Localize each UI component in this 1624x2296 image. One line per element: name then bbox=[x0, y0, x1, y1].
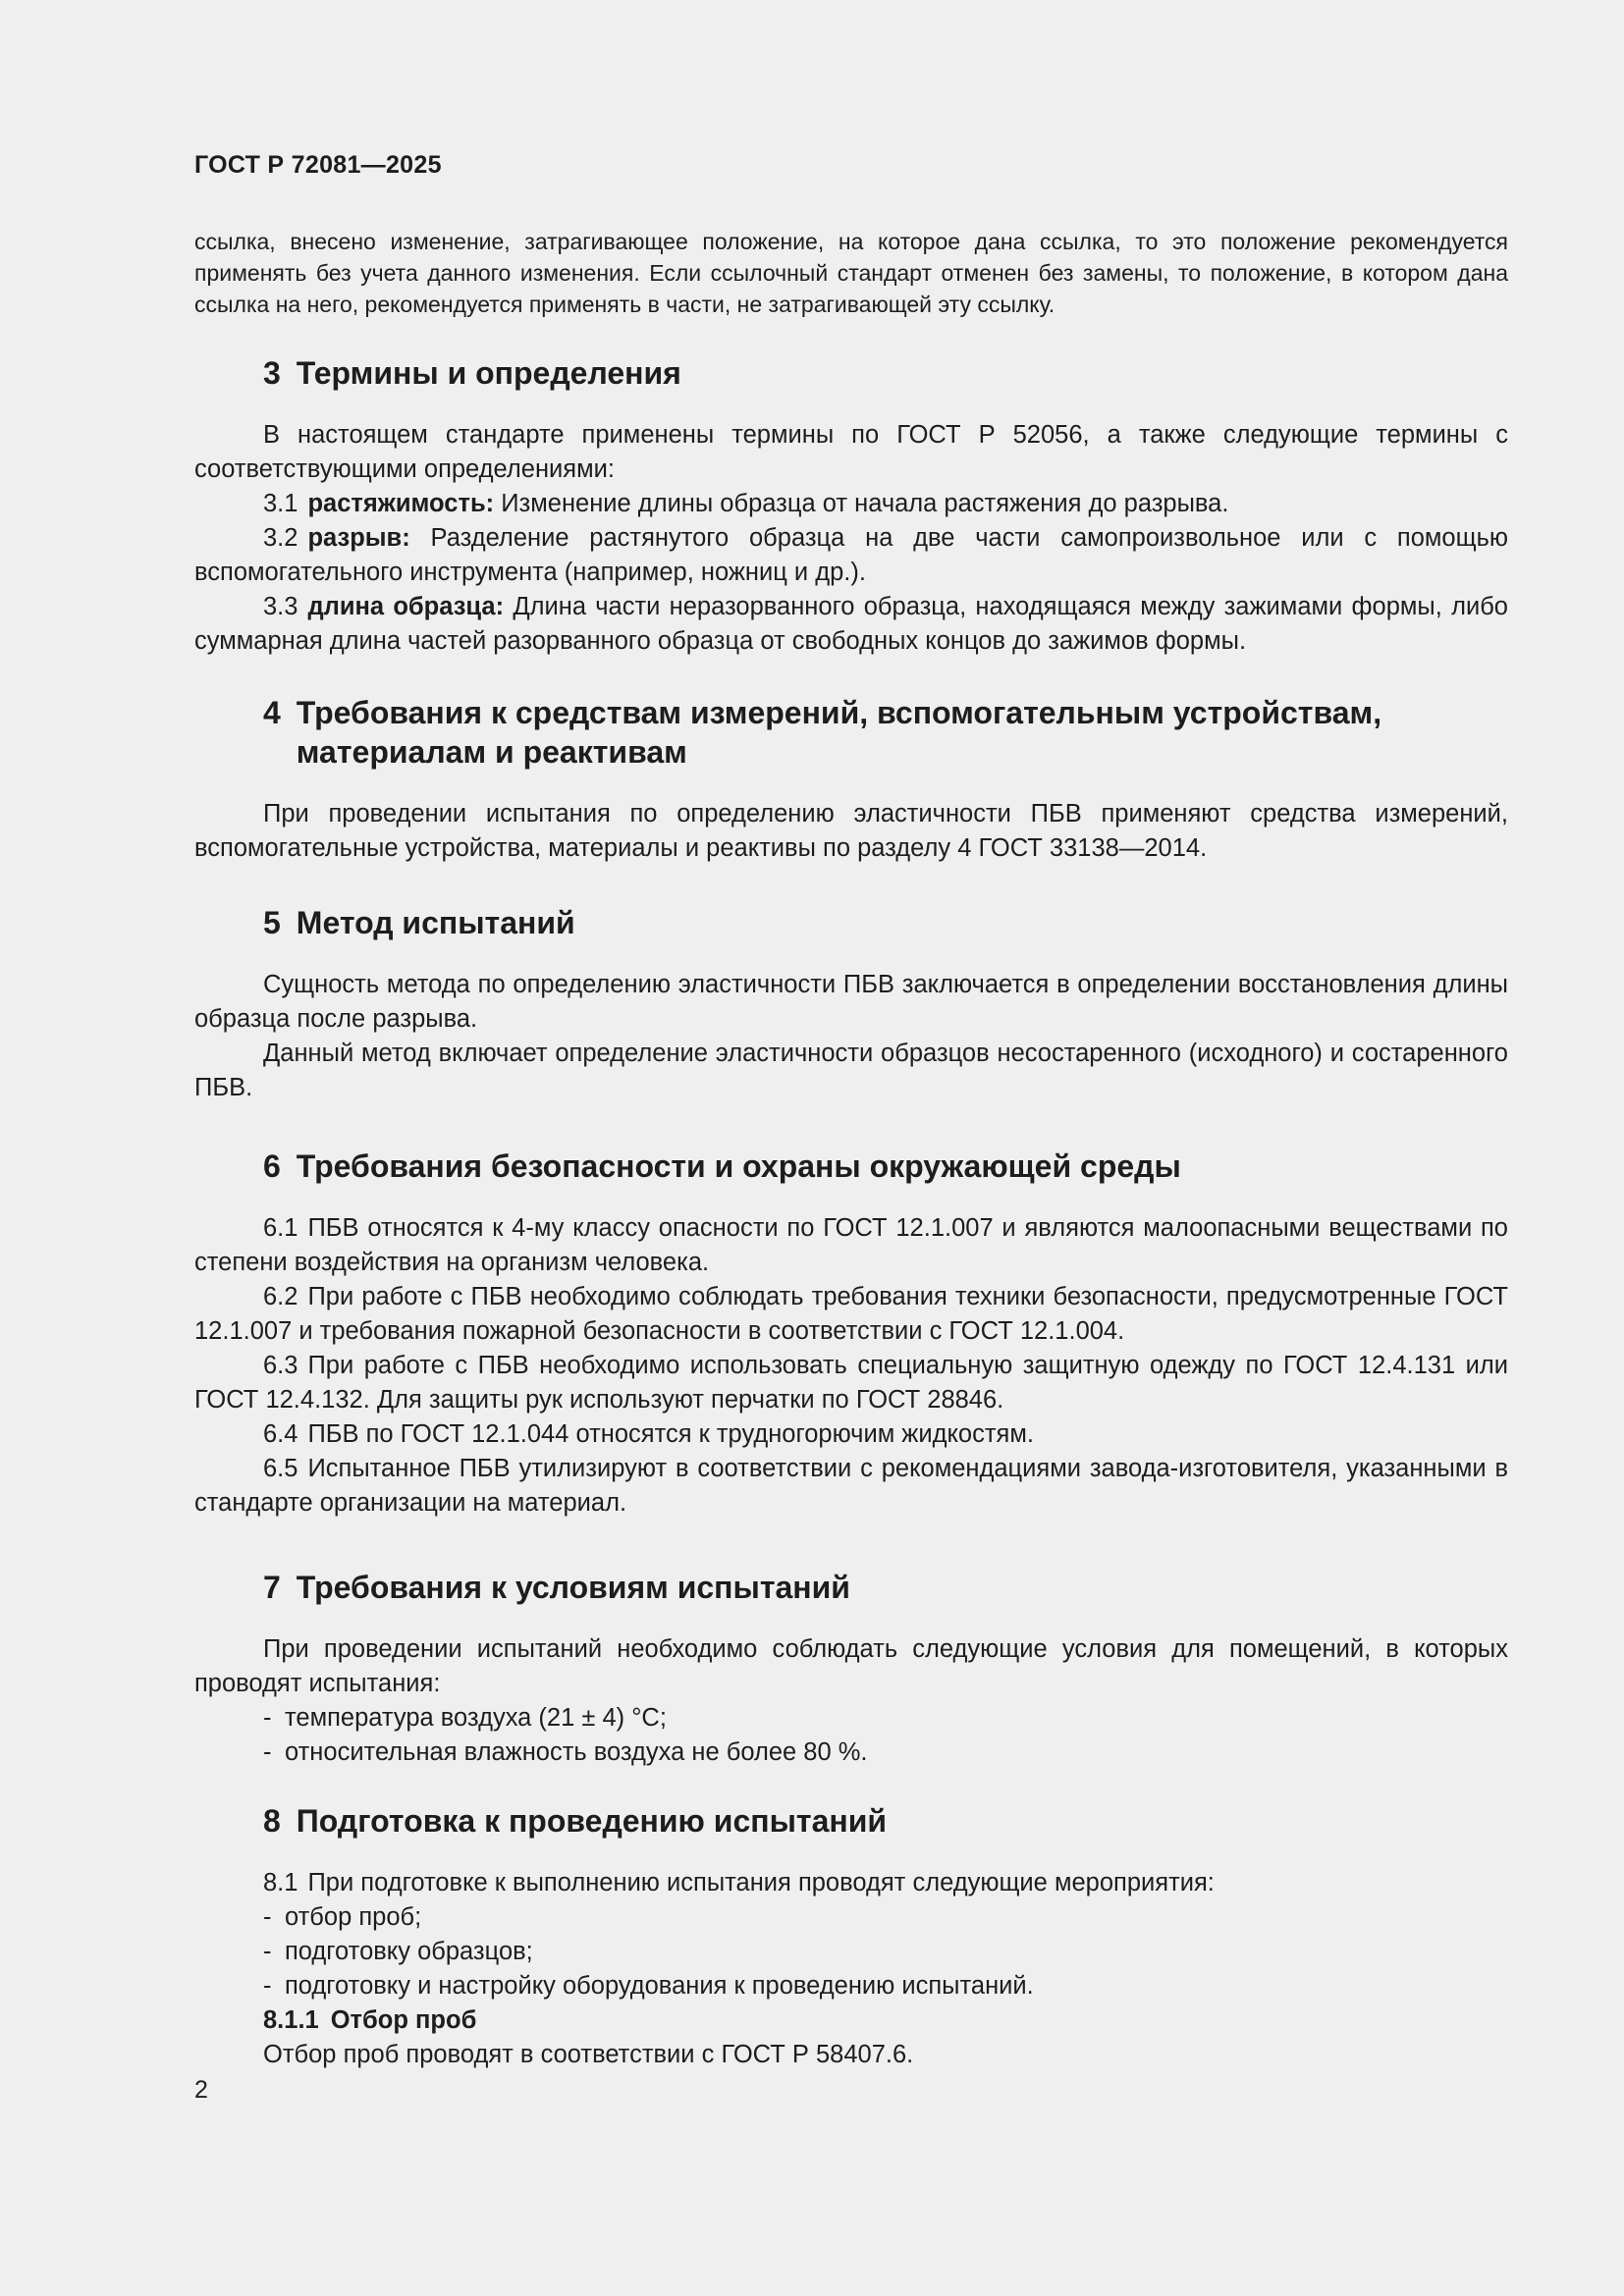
section-4-title bbox=[263, 693, 1508, 772]
section-number: 8 bbox=[263, 1803, 281, 1839]
term-definition: Разделение растянутого образца на две части самопроизвольное или с помощью вспомогательного инструмента (например, ножниц и др.). bbox=[194, 524, 1508, 586]
term-number: 3.2 bbox=[263, 524, 298, 552]
subsection-title: Отбор проб bbox=[330, 2006, 477, 2034]
section-4-body bbox=[194, 797, 1508, 866]
section-4-paragraph: При проведении испытания по определению эластичности ПБВ применяют средства измерений, вспомогательные устройства, материалы и реактивы по разделу 4 ГОСТ 33138—2014. bbox=[194, 800, 1508, 862]
section-title-text: Требования к средствам измерений, вспомогательным устройствам, материалам и реактивам bbox=[296, 695, 1382, 770]
clause-item bbox=[194, 1452, 1508, 1521]
clause-text: При работе с ПБВ необходимо соблюдать требования техники безопасности, предусмотренные ГОСТ 12.1.007 и требования пожарной безопасности в соответствии с ГОСТ 12.1.004. bbox=[194, 1283, 1508, 1345]
term-item bbox=[194, 521, 1508, 590]
clause-number: 6.3 bbox=[263, 1352, 298, 1379]
clause-item bbox=[194, 1349, 1508, 1417]
clause-number: 6.4 bbox=[263, 1420, 298, 1448]
term-item bbox=[194, 487, 1508, 521]
list-item bbox=[194, 1701, 1508, 1735]
clause-number: 6.1 bbox=[263, 1214, 298, 1242]
section-title-text: Метод испытаний bbox=[296, 905, 575, 940]
list-item-text: относительная влажность воздуха не более 80 %. bbox=[285, 1738, 868, 1766]
clause-text: При подготовке к выполнению испытания проводят следующие мероприятия: bbox=[307, 1869, 1215, 1896]
section-title-text: Термины и определения bbox=[296, 355, 681, 391]
section-number: 4 bbox=[263, 695, 281, 730]
subsection-paragraph: Отбор проб проводят в соответствии с ГОСТ Р 58407.6. bbox=[263, 2041, 914, 2068]
section-3-title bbox=[263, 353, 1508, 393]
section-7 bbox=[194, 1568, 1508, 1770]
clause-number: 8.1 bbox=[263, 1869, 298, 1896]
list-dash: - bbox=[263, 1704, 272, 1732]
list-dash: - bbox=[263, 1938, 272, 1965]
term-number: 3.1 bbox=[263, 490, 298, 517]
section-number: 7 bbox=[263, 1570, 281, 1605]
section-8-body bbox=[194, 1866, 1508, 2072]
section-number: 6 bbox=[263, 1148, 281, 1184]
section-7-body bbox=[194, 1632, 1508, 1770]
intro-paragraph: ссылка, внесено изменение, затрагивающее положение, на которое дана ссылка, то это положение рекомендуется применять без учета данного изменения. Если ссылочный стандарт отменен без замены, то положение, в котором дана ссылка на него, рекомендуется применять в части, не затрагивающей эту ссылку. bbox=[194, 229, 1508, 317]
section-number: 5 bbox=[263, 905, 281, 940]
term-definition: Длина части неразорванного образца, находящаяся между зажимами формы, либо суммарная длина частей разорванного образца от свободных концов до зажимов формы. bbox=[194, 593, 1508, 655]
section-3 bbox=[194, 353, 1508, 659]
clause-text: ПБВ относятся к 4-му классу опасности по ГОСТ 12.1.007 и являются малоопасными веществами по степени воздействия на организм человека. bbox=[194, 1214, 1508, 1276]
section-7-lead: При проведении испытаний необходимо соблюдать следующие условия для помещений, в которых проводят испытания: bbox=[194, 1635, 1508, 1697]
list-item bbox=[194, 1900, 1508, 1935]
term-name: длина образца: bbox=[307, 593, 505, 620]
list-item-text: температура воздуха (21 ± 4) °С; bbox=[285, 1704, 667, 1732]
section-7-title bbox=[263, 1568, 1508, 1607]
list-dash: - bbox=[263, 1903, 272, 1931]
page-number: 2 bbox=[194, 2076, 208, 2104]
section-title-text: Подготовка к проведению испытаний bbox=[296, 1803, 888, 1839]
document-id-header: ГОСТ Р 72081—2025 bbox=[194, 151, 442, 179]
clause-text: При работе с ПБВ необходимо использовать специальную защитную одежду по ГОСТ 12.4.131 или ГОСТ 12.4.132. Для защиты рук используют перчатки по ГОСТ 28846. bbox=[194, 1352, 1508, 1414]
section-6-title bbox=[263, 1147, 1508, 1186]
term-name: разрыв: bbox=[307, 524, 410, 552]
term-item bbox=[194, 590, 1508, 659]
section-5 bbox=[194, 903, 1508, 1105]
list-item-text: подготовку и настройку оборудования к проведению испытаний. bbox=[285, 1972, 1034, 2000]
subsection-heading bbox=[194, 2003, 1508, 2038]
clause-item bbox=[194, 1280, 1508, 1349]
term-definition: Изменение длины образца от начала растяжения до разрыва. bbox=[501, 490, 1229, 517]
clause-number: 6.2 bbox=[263, 1283, 298, 1310]
section-4 bbox=[194, 693, 1508, 866]
section-title-text: Требования безопасности и охраны окружающей среды bbox=[296, 1148, 1181, 1184]
list-item bbox=[194, 1969, 1508, 2003]
section-3-lead: В настоящем стандарте применены термины по ГОСТ Р 52056, а также следующие термины с соответствующими определениями: bbox=[194, 421, 1508, 483]
clause-text: Испытанное ПБВ утилизируют в соответствии с рекомендациями завода-изготовителя, указанными в стандарте организации на материал. bbox=[194, 1455, 1508, 1517]
clause-item bbox=[194, 1211, 1508, 1280]
section-6 bbox=[194, 1147, 1508, 1521]
section-8 bbox=[194, 1801, 1508, 2072]
clause-item bbox=[194, 1866, 1508, 1900]
section-title-text: Требования к условиям испытаний bbox=[296, 1570, 850, 1605]
clause-text: ПБВ по ГОСТ 12.1.044 относятся к трудногорючим жидкостям. bbox=[307, 1420, 1034, 1448]
list-item-text: подготовку образцов; bbox=[285, 1938, 533, 1965]
section-5-body bbox=[194, 968, 1508, 1105]
term-name: растяжимость: bbox=[307, 490, 495, 517]
list-item-text: отбор проб; bbox=[285, 1903, 422, 1931]
list-dash: - bbox=[263, 1972, 272, 2000]
section-8-title bbox=[263, 1801, 1508, 1841]
clause-number: 6.5 bbox=[263, 1455, 298, 1482]
list-item bbox=[194, 1735, 1508, 1770]
section-6-body bbox=[194, 1211, 1508, 1521]
term-number: 3.3 bbox=[263, 593, 298, 620]
list-item bbox=[194, 1935, 1508, 1969]
section-3-body bbox=[194, 418, 1508, 659]
section-number: 3 bbox=[263, 355, 281, 391]
subsection-number: 8.1.1 bbox=[263, 2006, 319, 2034]
section-5-paragraph: Сущность метода по определению эластичности ПБВ заключается в определении восстановления длины образца после разрыва. bbox=[194, 971, 1508, 1033]
section-5-title bbox=[263, 903, 1508, 942]
section-5-paragraph: Данный метод включает определение эластичности образцов несостаренного (исходного) и состаренного ПБВ. bbox=[194, 1040, 1508, 1101]
clause-item bbox=[194, 1417, 1508, 1452]
list-dash: - bbox=[263, 1738, 272, 1766]
